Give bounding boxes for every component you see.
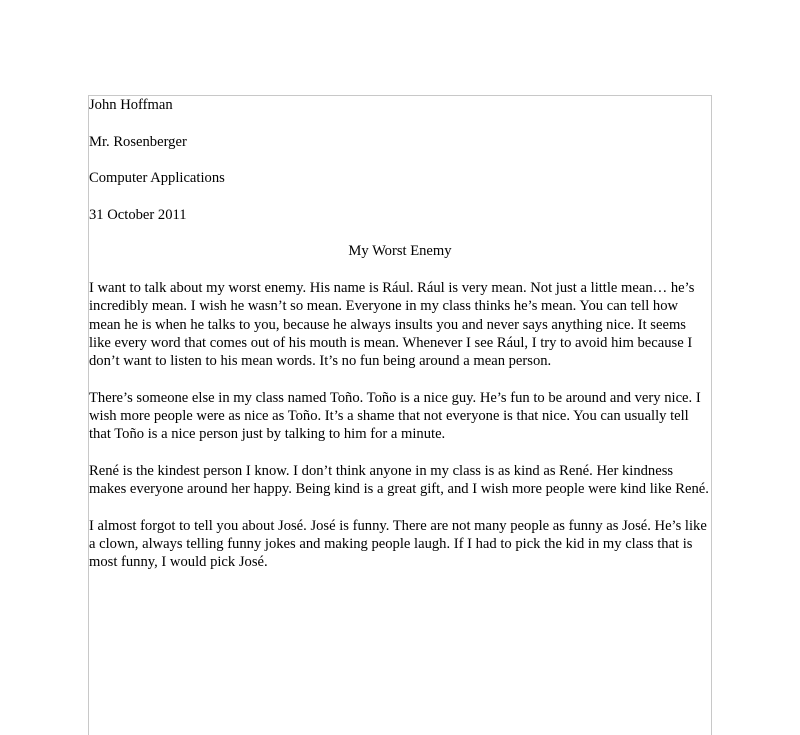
paragraph-4: I almost forgot to tell you about José. José is funny. There are not many people as funny as José. He’s like a clown, always telling funny jokes and making people laugh. If I had to pick the kid in my class that is most funny, I would pick José. bbox=[89, 517, 707, 571]
document-body[interactable] bbox=[89, 96, 711, 590]
teacher-line: Mr. Rosenberger bbox=[89, 133, 187, 150]
author-line: John Hoffman bbox=[89, 97, 173, 113]
paragraph-2: There’s someone else in my class named Toño. Toño is a nice guy. He’s fun to be around and very nice. I wish more people were as nice as Toño. It’s a shame that not everyone is that nice. You can usually tell that Toño is a nice person just by talking to him for a minute. bbox=[89, 389, 701, 443]
date-line: 31 October 2011 bbox=[89, 206, 187, 223]
paragraph-1: I want to talk about my worst enemy. His name is Rául. Rául is very mean. Not just a little mean… he’s incredibly mean. I wish he wasn’t so mean. Everyone in my class thinks he’s mean. You can tell how mean he is when he talks to you, because he always insults you and never says anything nice. It seems like every word that comes out of his mouth is mean. Whenever I see Rául, I try to avoid him because I don’t want to listen to his mean words. It’s no fun being around a mean person. bbox=[89, 279, 695, 370]
paragraph-3: René is the kindest person I know. I don’t think anyone in my class is as kind as René. Her kindness makes everyone around her happy. Being kind is a great gift, and I wish more people were kind like René. bbox=[89, 462, 709, 498]
document-title: My Worst Enemy bbox=[348, 243, 452, 260]
course-line: Computer Applications bbox=[89, 170, 225, 187]
